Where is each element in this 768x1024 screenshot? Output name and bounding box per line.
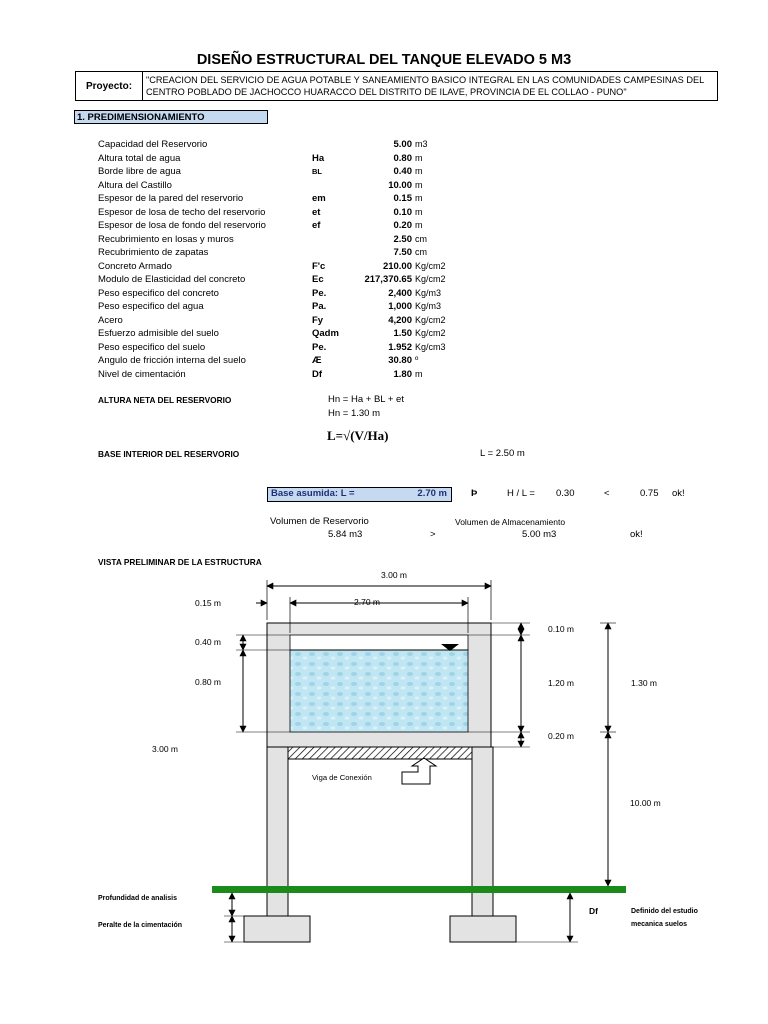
param-value: 0.10	[393, 206, 412, 218]
param-value: 4,200	[388, 314, 412, 326]
param-unit: Kg/cm3	[415, 341, 446, 352]
param-unit: m	[415, 220, 423, 230]
param-symbol: Ec	[312, 274, 324, 285]
dim-interior-width: 2.70 m	[354, 597, 380, 607]
param-symbol: et	[312, 206, 321, 218]
ratio-ok: ok!	[672, 488, 685, 499]
param-unit: Kg/cm2	[415, 260, 446, 271]
param-value: 5.00	[393, 139, 412, 150]
connection-beam	[288, 747, 472, 759]
ratio-limit: 0.75	[640, 488, 659, 499]
project-text: "CREACION DEL SERVICIO DE AGUA POTABLE Y SANEAMIENTO BASICO INTEGRAL EN LAS COMUNIDADES CAMPESINAS DEL CENTRO POBLADO DE JACHOCCO HUARACCO DEL DISTRITO DE ILAVE, PROVINCIA DE EL COLLAO - PUNO"	[146, 75, 704, 97]
vista-label: VISTA PRELIMINAR DE LA ESTRUCTURA	[98, 557, 262, 567]
param-unit: cm	[415, 247, 427, 257]
param-label: Recubrimiento en losas y muros	[98, 233, 234, 245]
param-symbol: ef	[312, 220, 321, 231]
param-unit: Kg/cm2	[415, 274, 446, 284]
param-label: Peso especifico del concreto	[98, 287, 219, 299]
param-label: Altura total de agua	[98, 152, 181, 164]
param-value: 1.952	[388, 341, 412, 353]
param-value: 217,370.65	[364, 274, 412, 285]
param-label: Espesor de losa de fondo del reservorio	[98, 220, 266, 231]
dim-side: 3.00 m	[152, 744, 178, 754]
param-value: 30.80	[388, 355, 412, 366]
param-value: 0.40	[393, 166, 412, 177]
volumen-reservorio-value: 5.84 m3	[328, 529, 363, 540]
param-unit: Kg/m3	[415, 287, 442, 298]
param-symbol: BL	[312, 167, 322, 176]
air-space	[290, 635, 468, 650]
peralte-label: Peralte de la cimentación	[98, 922, 183, 929]
param-label: Modulo de Elasticidad del concreto	[98, 274, 246, 285]
param-unit: Kg/cm2	[415, 314, 446, 325]
param-label: Borde libre de agua	[98, 166, 181, 177]
definido-label-2: mecanica suelos	[631, 921, 688, 928]
param-value: 2.50	[393, 233, 412, 245]
param-unit: m3	[415, 139, 428, 149]
param-label: Acero	[98, 314, 123, 326]
param-unit: m	[415, 179, 423, 190]
param-value: 0.80	[393, 152, 412, 164]
dim-total-width: 3.00 m	[381, 570, 407, 580]
param-symbol: Æ	[312, 355, 322, 366]
ground-line	[212, 886, 626, 893]
param-value: 10.00	[388, 179, 412, 191]
dim-castillo: 10.00 m	[630, 798, 661, 808]
param-label: Peso especifico del agua	[98, 301, 204, 312]
param-unit: m	[415, 193, 423, 203]
param-symbol: Qadm	[312, 328, 339, 339]
dim-floor: 0.20 m	[548, 731, 574, 741]
greater-than: >	[430, 529, 436, 540]
df-label: Df	[589, 906, 598, 916]
page-title: DISEÑO ESTRUCTURAL DEL TANQUE ELEVADO 5 M3	[196, 52, 572, 68]
param-value: 210.00	[382, 260, 412, 272]
base-asumida-value: 2.70 m	[417, 488, 447, 499]
param-unit: Kg/cm2	[415, 328, 446, 338]
param-unit: m	[415, 152, 423, 163]
dim-water: 0.80 m	[195, 677, 221, 687]
param-symbol: Df	[312, 368, 323, 380]
viga-arrow-icon	[402, 758, 436, 784]
param-label: Concreto Armado	[98, 260, 172, 272]
param-symbol: Fy	[312, 314, 324, 326]
dim-roof: 0.10 m	[548, 624, 574, 634]
param-unit: m	[415, 368, 423, 379]
param-value: 1.80	[393, 368, 412, 380]
volumen-reservorio-label: Volumen de Reservorio	[270, 516, 369, 527]
param-label: Espesor de losa de techo del reservorio	[98, 206, 266, 218]
param-symbol: Pa.	[312, 301, 327, 312]
param-value: 0.15	[393, 193, 412, 204]
altura-neta-label: ALTURA NETA DEL RESERVORIO	[98, 395, 232, 405]
base-asumida-label: Base asumida: L =	[271, 488, 355, 499]
param-label: Altura del Castillo	[98, 179, 172, 191]
dim-inner-height: 1.20 m	[548, 678, 574, 688]
param-label: Peso especifico del suelo	[98, 341, 206, 353]
dim-wall: 0.15 m	[195, 598, 221, 608]
base-interior-value: L = 2.50 m	[480, 448, 525, 459]
param-unit: m	[415, 206, 423, 217]
project-label: Proyecto:	[76, 72, 143, 100]
base-interior-label: BASE INTERIOR DEL RESERVORIO	[98, 449, 240, 459]
param-unit: Kg/m3	[415, 301, 442, 311]
param-value: 0.20	[393, 220, 412, 231]
profundidad-label: Profundidad de analisis	[98, 895, 177, 902]
param-unit: m	[415, 166, 423, 176]
param-label: Espesor de la pared del reservorio	[98, 193, 244, 204]
param-label: Esfuerzo admisible del suelo	[98, 328, 219, 339]
param-unit: cm	[415, 233, 427, 244]
dim-bl: 0.40 m	[195, 637, 221, 647]
implies-symbol: Þ	[471, 488, 478, 499]
param-label: Nivel de cimentación	[98, 368, 186, 380]
viga-label: Viga de Conexión	[312, 773, 372, 782]
param-unit: º	[415, 355, 419, 365]
definido-label-1: Definido del estudio	[631, 908, 698, 915]
param-value: 2,400	[388, 287, 412, 299]
param-label: Recubrimiento de zapatas	[98, 247, 209, 258]
water-body	[290, 650, 468, 732]
param-symbol: Pe.	[312, 287, 327, 299]
param-value: 1,000	[388, 301, 412, 312]
param-symbol: em	[312, 193, 326, 204]
param-value: 1.50	[393, 328, 412, 339]
footing-left	[244, 916, 310, 942]
less-than: <	[604, 488, 610, 499]
formula-l: L=√(V/Ha)	[327, 428, 389, 443]
formula-hn: Hn = Ha + BL + et	[328, 394, 404, 405]
volumen-almacenamiento-label: Volumen de Almacenamiento	[455, 517, 566, 527]
volumen-almacenamiento-value: 5.00 m3	[522, 529, 557, 540]
param-symbol: F'c	[312, 260, 326, 272]
param-label: Capacidad del Reservorio	[98, 139, 208, 150]
formula-hn-value: Hn = 1.30 m	[328, 408, 381, 419]
param-symbol: Pe.	[312, 341, 327, 353]
dim-hn: 1.30 m	[631, 678, 657, 688]
footing-right	[450, 916, 516, 942]
ratio-label: H / L =	[507, 488, 535, 499]
volumen-ok: ok!	[630, 529, 643, 540]
ratio-value: 0.30	[556, 488, 575, 499]
section-predimensionamiento: 1. PREDIMENSIONAMIENTO	[74, 110, 268, 124]
param-symbol: Ha	[312, 152, 325, 164]
param-value: 7.50	[393, 247, 412, 258]
param-label: Angulo de fricción interna del suelo	[98, 355, 246, 366]
